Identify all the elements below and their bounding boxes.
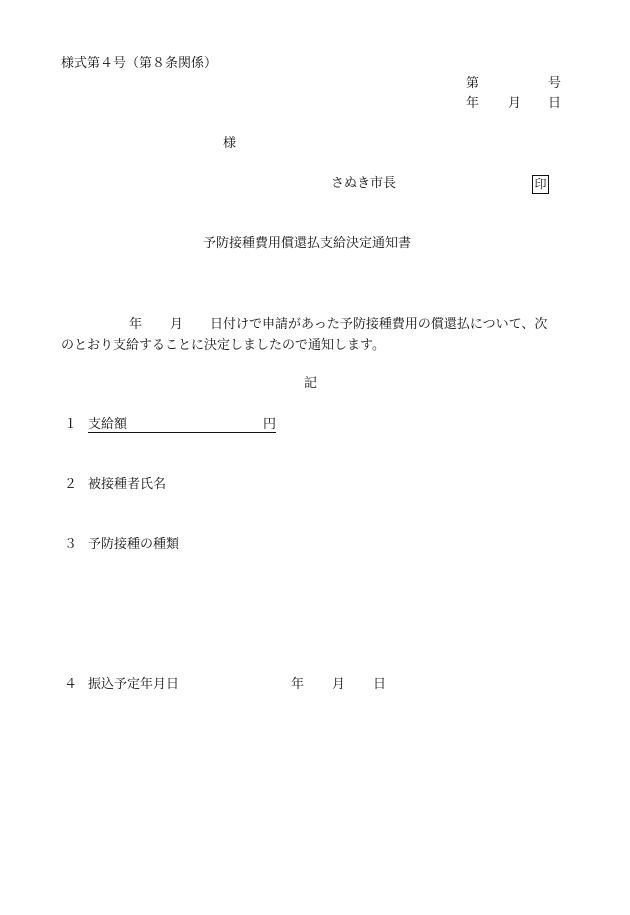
body-text-line-1: 日付けで申請があった予防接種費用の償還払について、次 (210, 317, 548, 332)
payment-amount-label: 支給額 (88, 417, 128, 432)
vaccinee-name-label: 被接種者氏名 (88, 477, 167, 492)
body-date-month: 月 (170, 317, 184, 332)
form-number: 様式第４号（第８条関係） (61, 56, 218, 71)
document-number-prefix: 第 (466, 76, 480, 91)
transfer-date-day: 日 (373, 677, 387, 692)
payment-amount-unit: 円 (263, 417, 277, 432)
issue-date-day: 日 (548, 96, 562, 111)
body-text-line-2: のとおり支給することに決定しましたので通知します。 (61, 338, 385, 353)
seal-box: 印 (532, 175, 549, 194)
item-number: ３ (64, 537, 78, 552)
body-date-year: 年 (129, 317, 143, 332)
payment-amount-underline (88, 432, 276, 433)
issue-date-month: 月 (508, 96, 522, 111)
addressee-honorific: 様 (223, 136, 237, 151)
item-number: １ (64, 417, 78, 432)
document-title: 予防接種費用償還払支給決定通知書 (203, 236, 412, 251)
record-mark: 記 (304, 376, 318, 391)
vaccination-type-label: 予防接種の種類 (88, 537, 180, 552)
item-number: ４ (64, 677, 78, 692)
issuer-title: さぬき市長 (331, 176, 397, 191)
issue-date-year: 年 (466, 96, 480, 111)
transfer-date-year: 年 (291, 677, 305, 692)
transfer-date-month: 月 (332, 677, 346, 692)
transfer-date-label: 振込予定年月日 (88, 677, 180, 692)
document-number-suffix: 号 (548, 76, 562, 91)
item-number: ２ (64, 477, 78, 492)
